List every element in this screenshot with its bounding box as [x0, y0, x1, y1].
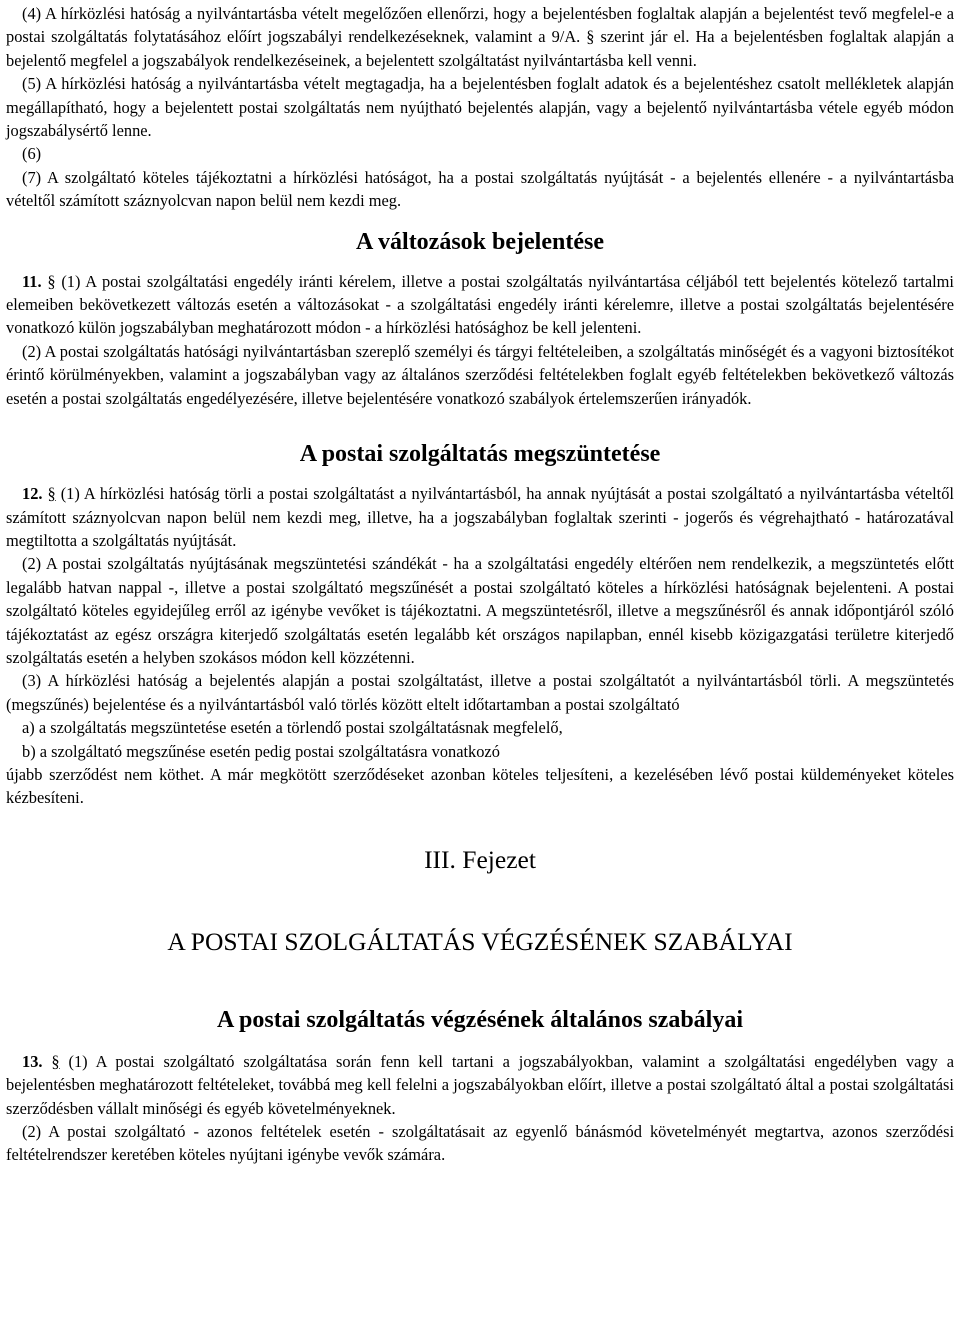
section-13-number: 13. [22, 1051, 43, 1071]
paragraph-7: (7) A szolgáltató köteles tájékoztatni a hírközlési hatóságot, ha a postai szolgáltatás nyújtását - a bejelentés ellenére - a nyilvántartásba vételtől számított száznyolcvan napon belül nem kezdi meg. [6, 167, 954, 211]
paragraph-4: (4) A hírközlési hatóság a nyilvántartásba vételt megelőzően ellenőrzi, hogy a bejelentésben foglaltak alapján a bejelentést tevő megfelel-e a postai szolgáltatás folytatásához előírt jogszabályi rendelkezéseknek, valamint a 9/A. § szerint jár el. Ha a bejelentésben foglaltak alapján a bejelentő megfelel a jogszabályok rendelkezéseinek, a bejelentett szolgáltatást nyilvántartásba kell venni. [6, 4, 954, 70]
paragraph-6: (6) [22, 144, 42, 164]
section-sign: § [47, 271, 56, 291]
chapter-subtitle: A POSTAI SZOLGÁLTATÁS VÉGZÉSÉNEK SZABÁLYAI [167, 926, 793, 956]
section-12-text-1: (1) A hírközlési hatóság törli a postai szolgáltatást a nyilvántartásból, ha annak nyújtását a postai szolgáltató a nyilvántartásba vételtől számított száznyolcvan napon belül nem kezdi meg, illetve, ha a jogszabályban foglaltak szerinti - jogerős és végrehajtható - határozatával megtiltotta a szolgáltatás nyújtását. [6, 484, 954, 550]
section-11-text-1: (1) A postai szolgáltatási engedély iránti kérelem, illetve a postai szolgáltatás nyilvántartása céljából tett bejelentés kötelező tartalmi elemeiben bekövetkezett változás esetén a változásokat - a szolgáltatási engedély iránti kérelemre, illetve a postai szolgáltatás bejelentésére vonatkozó külön jogszabályban meghatározott módon - a hírközlési hatósághoz be kell jelenteni. [6, 271, 954, 338]
heading-termination: A postai szolgáltatás megszüntetése [299, 441, 661, 468]
section-sign: § [51, 1051, 60, 1071]
paragraph-5: (5) A hírközlési hatóság a nyilvántartásba vételt megtagadja, ha a bejelentésben foglalt adatok és a bejelentéshez csatolt mellékletek alapján megállapítható, hogy a bejelentett postai szolgáltatás nem nyújtható bejelentés alapján, vagy a bejelentő nyilvántartásba vétele egyéb módon jogszabálysértő lenne. [6, 74, 954, 141]
section-12-number: 12. [22, 484, 43, 504]
section-13-paragraph-2: (2) A postai szolgáltató - azonos feltételek esetén - szolgáltatásait az egyenlő bánásmód követelményét megtartva, azonos szerződési feltételrendszer keretében köteles nyújtani igénybe vevők számára. [6, 1122, 954, 1165]
section-11-paragraph-2: (2) A postai szolgáltatás hatósági nyilvántartásban szereplő személyi és tárgyi feltételeiben, a szolgáltatás minőségét és a vagyoni biztosítékot érintő körülményekben, valamint a jogszabályban vagy az általános szerződési feltételekben foglalt egyéb feltételekben bekövetkező változás esetén a postai szolgáltatás engedélyezésére, illetve bejelentésére vonatkozó szabályok értelemszerűen irányadók. [6, 341, 954, 408]
section-12-point-a: a) a szolgáltatás megszüntetése esetén a törlendő postai szolgáltatásnak megfelelő, [22, 718, 563, 738]
section-13-text-1: (1) A postai szolgáltató szolgáltatása során fenn kell tartani a jogszabályokban, valamint a szolgáltatási engedélyben vagy a bejelentésben meghatározott feltételeket, továbbá meg kell felelni a jogszabályokban előírt, illetve a postai szolgáltató által a postai szolgáltatási szerződésben vállalt minőségi és egyéb követelményeknek. [6, 1051, 955, 1118]
section-12-paragraph-4: újabb szerződést nem köthet. A már megkötött szerződéseket azonban köteles teljesíteni, a kezelésében lévő postai küldeményeket köteles kézbesíteni. [6, 764, 954, 808]
section-12-paragraph-2: (2) A postai szolgáltatás nyújtásának megszüntetési szándékát - ha a szolgáltatási engedély eltérően nem rendelkezik, a megszüntetés előtt legalább hatvan nappal -, illetve a postai szolgáltató megszűnését a postai szolgáltató köteles a hírközlési hatóságnak bejelenteni. A postai szolgáltató köteles egyidejűleg erről az igénybe vevőket is tájékoztatni. A megszüntetésről, illetve a megszűnésről és annak időpontjáról szóló tájékoztatást az egész országra kiterjedő szolgáltatás esetén legalább két országos napilapban, ennél kisebb közigazgatási területre kiterjedő szolgáltatás esetén a helyben szokásos módon kell közzétenni. [6, 554, 954, 667]
section-13-paragraph-1 [6, 1050, 954, 1120]
section-12-paragraph-3: (3) A hírközlési hatóság a bejelentés alapján a postai szolgáltatást, illetve a postai szolgáltatót a nyilvántartásból törli. A megszüntetés (megszűnés) bejelentése és a nyilvántartásból való törlés között eltelt időtartamban a postai szolgáltató [6, 671, 954, 714]
heading-general-rules: A postai szolgáltatás végzésének általános szabályai [217, 1006, 743, 1033]
section-11-number: 11. [22, 271, 42, 291]
document-page [0, 2, 960, 1167]
section-12-point-b: b) a szolgáltató megszűnése esetén pedig postai szolgáltatásra vonatkozó [22, 741, 500, 761]
chapter-title: III. Fejezet [424, 844, 536, 874]
section-12-paragraph-1 [6, 482, 954, 552]
section-11-paragraph-1 [6, 270, 954, 340]
heading-changes-notification: A változások bejelentése [356, 228, 604, 255]
section-sign: § [47, 484, 56, 504]
